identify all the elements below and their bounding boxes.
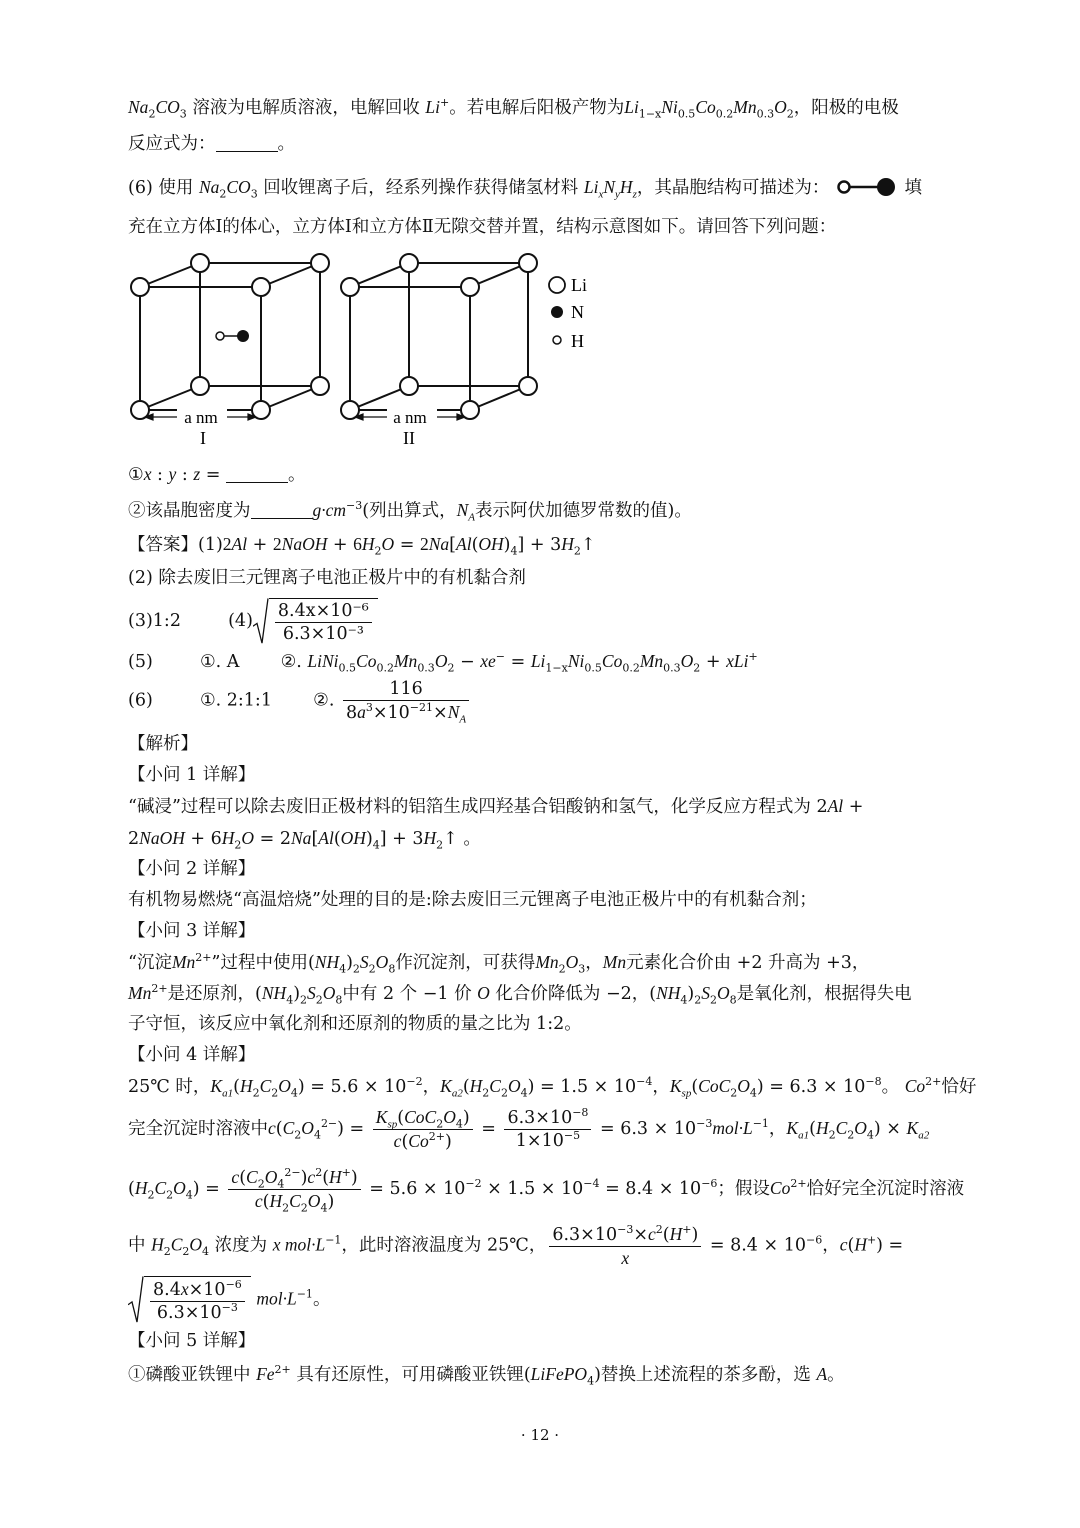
text-fragment: 。若电解后阳极产物为	[449, 98, 625, 118]
answer-blank	[251, 500, 313, 519]
text-fragment: 25℃ 时，	[128, 1077, 211, 1097]
text-fragment: “碱浸”过程可以除去废旧正极材料的铝箔生成四羟基合铝酸钠和氢气，化学反应方程式为	[128, 797, 811, 817]
text-line: “碱浸”过程可以除去废旧正极材料的铝箔生成四羟基合铝酸钠和氢气，化学反应方程式为 2Al +	[128, 796, 864, 817]
ksp-fraction: $\frac{K_{sp}(CoC_2O_4)}{c(Co^{2+})}$	[373, 1106, 473, 1153]
answer-line-6	[128, 678, 988, 726]
text-fragment: (6)	[128, 690, 153, 711]
text-fragment: 【小问 1 详解】	[128, 765, 256, 785]
text-line	[128, 887, 988, 913]
text-fragment: (4)	[228, 611, 253, 631]
text-fragment: 是氧化剂，根据得失电	[736, 984, 912, 1004]
text-fragment: 元素化合价由 +2 升高为 +3，	[626, 953, 870, 973]
answer-line-5: (5) ①. A ②. $LiNi_{0.5}Co_{0.2}Mn_{0.3}O_2 - xe^- = Li_{1-x}Ni_{0.5}Co_{0.2}Mn_{0.3}O_2 + xLi^+$	[128, 650, 758, 675]
text-fragment: 。	[277, 134, 295, 154]
text-fragment: 溶液为电解质溶液，电解回收	[192, 98, 420, 118]
text-fragment: “沉淀	[128, 953, 172, 973]
answer-line-3-4	[128, 598, 988, 642]
li-atoms	[131, 254, 537, 419]
text-line: $\frac{8.4x\times 10^{-6}}{6.3\times 10^{-3}}$ $mol\cdot L^{-1}$。	[128, 1276, 988, 1324]
text-line: 2NaOH + $6H_2O = 2Na[Al(OH)_4]$ + $3H_2↑$ 。	[128, 828, 481, 852]
text-fragment: (1)	[198, 535, 223, 555]
question-6-1: ①x : y : z = 。	[128, 464, 306, 485]
analysis-heading	[128, 731, 988, 757]
text-fragment: 。	[827, 1365, 845, 1385]
text-line	[128, 1011, 988, 1037]
cube-caption: II	[403, 428, 415, 448]
answer-line-1: 【答案】(1)2Al + 2NaOH + $6H_2O = 2Na[Al(OH)_4]$ + $3H_2↑$	[128, 534, 596, 558]
text-fragment: 。	[287, 465, 306, 485]
nh-unit-icon	[835, 177, 899, 197]
nh-body-center	[216, 330, 249, 342]
cube-two	[350, 263, 528, 410]
ka-fraction: $\frac{c(C_2O_4^{2-})c^2(H^+)}{c(H_2C_2O_4)}$	[228, 1166, 360, 1213]
text-fragment: 作沉淀剂，可获得	[395, 953, 536, 973]
text-fragment: 【小问 4 详解】	[128, 1045, 256, 1065]
text-fragment: ①. A	[199, 652, 240, 672]
sub-question-heading	[128, 856, 988, 882]
text-fragment: (5)	[128, 652, 153, 672]
answer-blank	[216, 133, 278, 152]
legend-li: Li	[571, 275, 587, 295]
text-fragment: ②该晶胞密度为	[128, 501, 251, 521]
sub-question-heading	[128, 1328, 988, 1354]
page-number: · 12 ·	[520, 1426, 560, 1444]
question-number: (6) 使用	[128, 178, 194, 198]
text-line	[128, 131, 988, 157]
text-fragment: ，其晶胞结构可描述为：	[636, 178, 830, 198]
text-fragment: (列出算式，	[362, 501, 457, 521]
text-line	[128, 214, 988, 240]
text-fragment: 【小问 2 详解】	[128, 859, 256, 879]
text-fragment: ②.	[280, 652, 302, 672]
crystal-structure-diagram	[125, 243, 625, 453]
text-fragment: ”过程中使用	[211, 953, 308, 973]
text-fragment: 浓度为	[214, 1235, 268, 1256]
text-fragment: ；假设	[717, 1179, 770, 1199]
text-fragment: 是还原剂，	[167, 984, 256, 1004]
text-fragment: ①	[128, 465, 144, 485]
sqrt-expression	[253, 598, 378, 645]
text-line: $Na_2CO_3$ 溶液为电解质溶液，电解回收 Li+。若电解后阳极产物为$Li_{1-x}Ni_{0.5}Co_{0.2}Mn_{0.3}O_2$，阳极的电极	[128, 96, 899, 121]
fraction-numerator: 116	[343, 678, 469, 701]
density-fraction: $\frac{116}{8a^3\times 10^{-21}\times N_A}$	[343, 678, 469, 724]
fraction-numerator: 8.4x×10⁻⁶	[275, 600, 372, 623]
text-fragment: 有机物易燃烧“高温焙烧”处理的目的是:除去废旧三元锂离子电池正极片中的有机黏合剂；	[128, 890, 817, 910]
fraction-denominator: 6.3×10⁻³	[282, 624, 364, 644]
text-line: 完全沉淀时溶液中$c(C_2O_4^{2-})$ = $\frac{K_{sp}(CoC_2O_4)}{c(Co^{2+})}$ = $\frac{6.3\times 10^{-8}}{1\times 10^{-5}}$ = $6.3 \times 10^{-3}mol\cdot L^{-1}$，$K_{a1}(H_2C_2O_4) \times K_{a2}$	[128, 1106, 930, 1152]
text-line: $Mn^{2+}$是还原剂，$(NH_4)_2S_2O_8$中有 2 个 −1 价 O 化合价降低为 −2，$(NH_4)_2S_2O_8$是氧化剂，根据得失电	[128, 982, 912, 1007]
text-fragment: 恰好完全沉淀时溶液	[806, 1179, 965, 1199]
sub-question-heading	[128, 1042, 988, 1068]
text-fragment: 反应式为：	[128, 134, 216, 154]
text-fragment: 【小问 3 详解】	[128, 921, 256, 941]
sub-question-heading	[128, 762, 988, 788]
text-fragment: 替换上述流程的茶多酚，选	[600, 1365, 811, 1385]
text-fragment: ，此时溶液温度为 25℃，	[341, 1235, 547, 1256]
text-fragment: 【解析】	[128, 734, 198, 754]
legend-h: H	[571, 331, 584, 351]
value-fraction: $\frac{6.3\times 10^{-8}}{1\times 10^{-5}}$	[504, 1107, 591, 1152]
text-fragment: 填	[904, 178, 922, 198]
text-fragment: 完全沉淀时溶液中	[128, 1119, 268, 1139]
text-fragment: 充在立方体Ⅰ的体心，立方体Ⅰ和立方体Ⅱ无隙交替并置，结构示意图如下。请回答下列问题：	[128, 217, 837, 237]
text-fragment: 具有还原性，可用磷酸亚铁锂	[296, 1365, 524, 1385]
text-fragment: 【小问 5 详解】	[128, 1331, 256, 1351]
text-fragment: (3)1:2	[128, 611, 181, 631]
answer-heading: 【答案】	[128, 535, 198, 555]
text-line: 中 $H_2C_2O_4$ 浓度为 x $mol\cdot L^{-1}$，此时溶液温度为 25℃， $\frac{6.3\times 10^{-3}\times c^2(H^+)}{x}$ = $8.4 \times 10^{-6}$，c(H+) =	[128, 1223, 904, 1268]
text-fragment: ②.	[313, 690, 335, 711]
text-fragment: ①磷酸亚铁锂中	[128, 1365, 251, 1385]
text-fragment: 。	[312, 1289, 331, 1310]
question-6-line: (6) 使用 $Na_2CO_3$ 回收锂离子后，经系列操作获得储氢材料 $Li_xN_yH_z$，其晶胞结构可描述为： 填	[128, 177, 922, 201]
answer-blank	[226, 464, 288, 483]
text-fragment: ，阳极的电极	[793, 98, 899, 118]
text-line: $(H_2C_2O_4)$ = $\frac{c(C_2O_4^{2-})c^2(H^+)}{c(H_2C_2O_4)}$ = $5.6 \times 10^{-2} \times 1.5 \times 10^{-4} = 8.4 \times 10^{-6}$；假设$Co^{2+}$恰好完全沉淀时溶液	[128, 1166, 965, 1215]
text-fragment: ①. 2:1:1	[199, 690, 272, 711]
sqrt-expression: $\frac{8.4x\times 10^{-6}}{6.3\times 10^{-3}}$	[128, 1276, 251, 1324]
text-fragment: 。	[881, 1077, 900, 1097]
question-6-2: ②该晶胞密度为 $g\cdot cm^{-3}$(列出算式，$N_A$表示阿伏加德罗常数的值)。	[128, 499, 692, 524]
text-fragment: (2) 除去废旧三元锂离子电池正极片中的有机黏合剂	[128, 568, 526, 588]
text-line: 25℃ 时，$K_{a1}(H_2C_2O_4) = 5.6 \times 10^{-2}$，$K_{a2}(H_2C_2O_4) = 1.5 \times 10^{-4}$，$K_{sp}(CoC_2O_4) = 6.3 \times 10^{-8}$。 $Co^{2+}$恰好	[128, 1075, 977, 1100]
cube-caption: I	[200, 428, 206, 448]
text-fragment: 。	[463, 829, 481, 849]
edge-label: a nm	[393, 408, 427, 427]
text-fragment: 表示阿伏加德罗常数的值)。	[475, 501, 692, 521]
hplus-fraction: $\frac{6.3\times 10^{-3}\times c^2(H^+)}{x}$	[549, 1223, 701, 1269]
text-fragment: 化合价降低为 −2，	[495, 984, 650, 1004]
text-fragment: 中有 2 个 −1 价	[342, 984, 472, 1004]
legend	[549, 275, 587, 351]
text-line: “沉淀$Mn^{2+}$”过程中使用$(NH_4)_2S_2O_8$作沉淀剂，可获得$Mn_2O_3$，Mn元素化合价由 +2 升高为 +3，	[128, 951, 870, 976]
edge-label: a nm	[184, 408, 218, 427]
sub-question-heading	[128, 918, 988, 944]
text-fragment: 中	[128, 1235, 146, 1256]
answer-line-2	[128, 565, 988, 591]
text-fragment: 子守恒，该反应中氧化剂和还原剂的物质的量之比为 1:2。	[128, 1014, 582, 1034]
text-fragment: 回收锂离子后，经系列操作获得储氢材料	[263, 178, 579, 198]
legend-n: N	[571, 302, 584, 322]
text-fragment: 恰好	[941, 1077, 977, 1097]
text-line: ①磷酸亚铁锂中 $Fe^{2+}$ 具有还原性，可用磷酸亚铁锂(LiFePO$_4$)替换上述流程的茶多酚，选 A。	[128, 1363, 845, 1388]
